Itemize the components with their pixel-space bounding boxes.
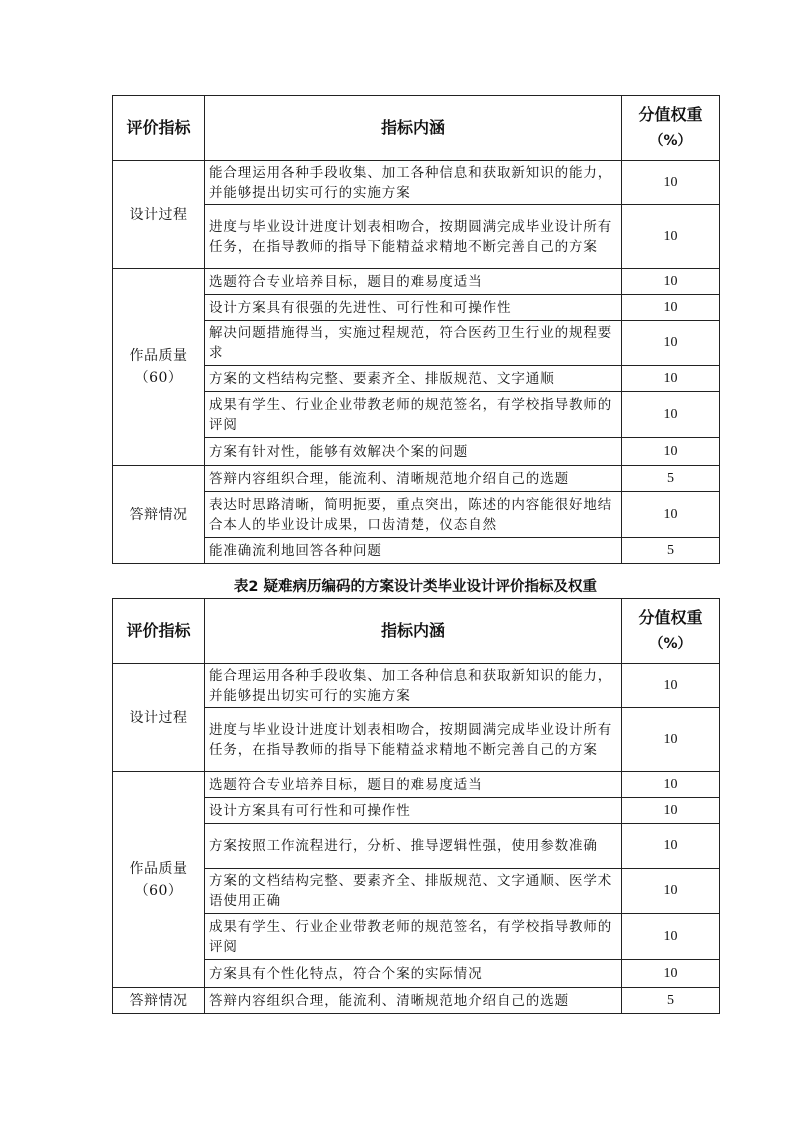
indicator-text: 方案有针对性，能够有效解决个案的问题 (205, 438, 622, 466)
indicator-text: 解决问题措施得当，实施过程规范，符合医药卫生行业的规程要求 (205, 321, 622, 366)
weight-value: 10 (622, 321, 720, 366)
indicator-text: 方案按照工作流程进行，分析、推导逻辑性强，使用参数准确 (205, 824, 622, 869)
table-row (113, 269, 720, 295)
weight-value: 10 (622, 366, 720, 392)
weight-value: 10 (622, 438, 720, 466)
table-row (113, 366, 720, 392)
indicator-text: 设计方案具有可行性和可操作性 (205, 798, 622, 824)
indicator-text: 能合理运用各种手段收集、加工各种信息和获取新知识的能力，并能够提出切实可行的实施方案 (205, 664, 622, 708)
category-work-quality: 作品质量 （60） (113, 772, 205, 988)
weight-value: 10 (622, 708, 720, 772)
indicator-text: 能合理运用各种手段收集、加工各种信息和获取新知识的能力，并能够提出切实可行的实施方案 (205, 161, 622, 205)
indicator-text: 成果有学生、行业企业带教老师的规范签名，有学校指导教师的评阅 (205, 392, 622, 438)
category-design-process: 设计过程 (113, 664, 205, 772)
indicator-text: 进度与毕业设计进度计划表相吻合，按期圆满完成毕业设计所有任务，在指导教师的指导下能精益求精地不断完善自己的方案 (205, 205, 622, 269)
table-row (113, 392, 720, 438)
header-category: 评价指标 (113, 96, 205, 161)
header-content: 指标内涵 (205, 599, 622, 664)
table-row (113, 538, 720, 564)
weight-value: 10 (622, 772, 720, 798)
category-defense: 答辩情况 (113, 988, 205, 1014)
weight-value: 5 (622, 538, 720, 564)
weight-value: 10 (622, 161, 720, 205)
indicator-text: 方案的文档结构完整、要素齐全、排版规范、文字通顺 (205, 366, 622, 392)
table-row (113, 798, 720, 824)
weight-value: 10 (622, 269, 720, 295)
weight-value: 10 (622, 824, 720, 869)
weight-value: 5 (622, 988, 720, 1014)
weight-value: 10 (622, 869, 720, 914)
table-row (113, 321, 720, 366)
weight-value: 10 (622, 798, 720, 824)
weight-value: 10 (622, 392, 720, 438)
weight-value: 10 (622, 914, 720, 960)
indicator-text: 成果有学生、行业企业带教老师的规范签名，有学校指导教师的评阅 (205, 914, 622, 960)
table-row (113, 988, 720, 1014)
table-row (113, 438, 720, 466)
indicator-text: 进度与毕业设计进度计划表相吻合，按期圆满完成毕业设计所有任务，在指导教师的指导下能精益求精地不断完善自己的方案 (205, 708, 622, 772)
table-row (113, 161, 720, 205)
table-row (113, 960, 720, 988)
category-work-quality: 作品质量 （60） (113, 269, 205, 466)
table-row (113, 664, 720, 708)
table-row (113, 492, 720, 538)
indicator-text: 答辩内容组织合理，能流利、清晰规范地介绍自己的选题 (205, 466, 622, 492)
table-row (113, 295, 720, 321)
indicator-text: 能准确流利地回答各种问题 (205, 538, 622, 564)
indicator-text: 方案的文档结构完整、要素齐全、排版规范、文字通顺、医学术语使用正确 (205, 869, 622, 914)
header-weight: 分值权重 （%） (622, 96, 720, 161)
indicator-text: 设计方案具有很强的先进性、可行性和可操作性 (205, 295, 622, 321)
weight-value: 10 (622, 492, 720, 538)
table-caption: 表2 疑难病历编码的方案设计类毕业设计评价指标及权重 (233, 579, 598, 595)
category-defense: 答辩情况 (113, 466, 205, 564)
indicator-text: 答辩内容组织合理，能流利、清晰规范地介绍自己的选题 (205, 988, 622, 1014)
table-row (113, 914, 720, 960)
table-row (113, 824, 720, 869)
indicator-text: 方案具有个性化特点，符合个案的实际情况 (205, 960, 622, 988)
weight-value: 5 (622, 466, 720, 492)
category-design-process: 设计过程 (113, 161, 205, 269)
indicator-text: 选题符合专业培养目标，题目的难易度适当 (205, 772, 622, 798)
weight-value: 10 (622, 664, 720, 708)
table-row (113, 205, 720, 269)
table-row (113, 466, 720, 492)
indicator-text: 选题符合专业培养目标，题目的难易度适当 (205, 269, 622, 295)
header-category: 评价指标 (113, 599, 205, 664)
table-row (113, 708, 720, 772)
header-content: 指标内涵 (205, 96, 622, 161)
header-weight: 分值权重 （%） (622, 599, 720, 664)
weight-value: 10 (622, 960, 720, 988)
weight-value: 10 (622, 205, 720, 269)
weight-value: 10 (622, 295, 720, 321)
indicator-text: 表达时思路清晰，简明扼要，重点突出，陈述的内容能很好地结合本人的毕业设计成果，口齿清楚，仪态自然 (205, 492, 622, 538)
evaluation-table-2 (112, 598, 720, 1014)
evaluation-table-1 (112, 95, 720, 564)
table-row (113, 869, 720, 914)
table-row (113, 772, 720, 798)
